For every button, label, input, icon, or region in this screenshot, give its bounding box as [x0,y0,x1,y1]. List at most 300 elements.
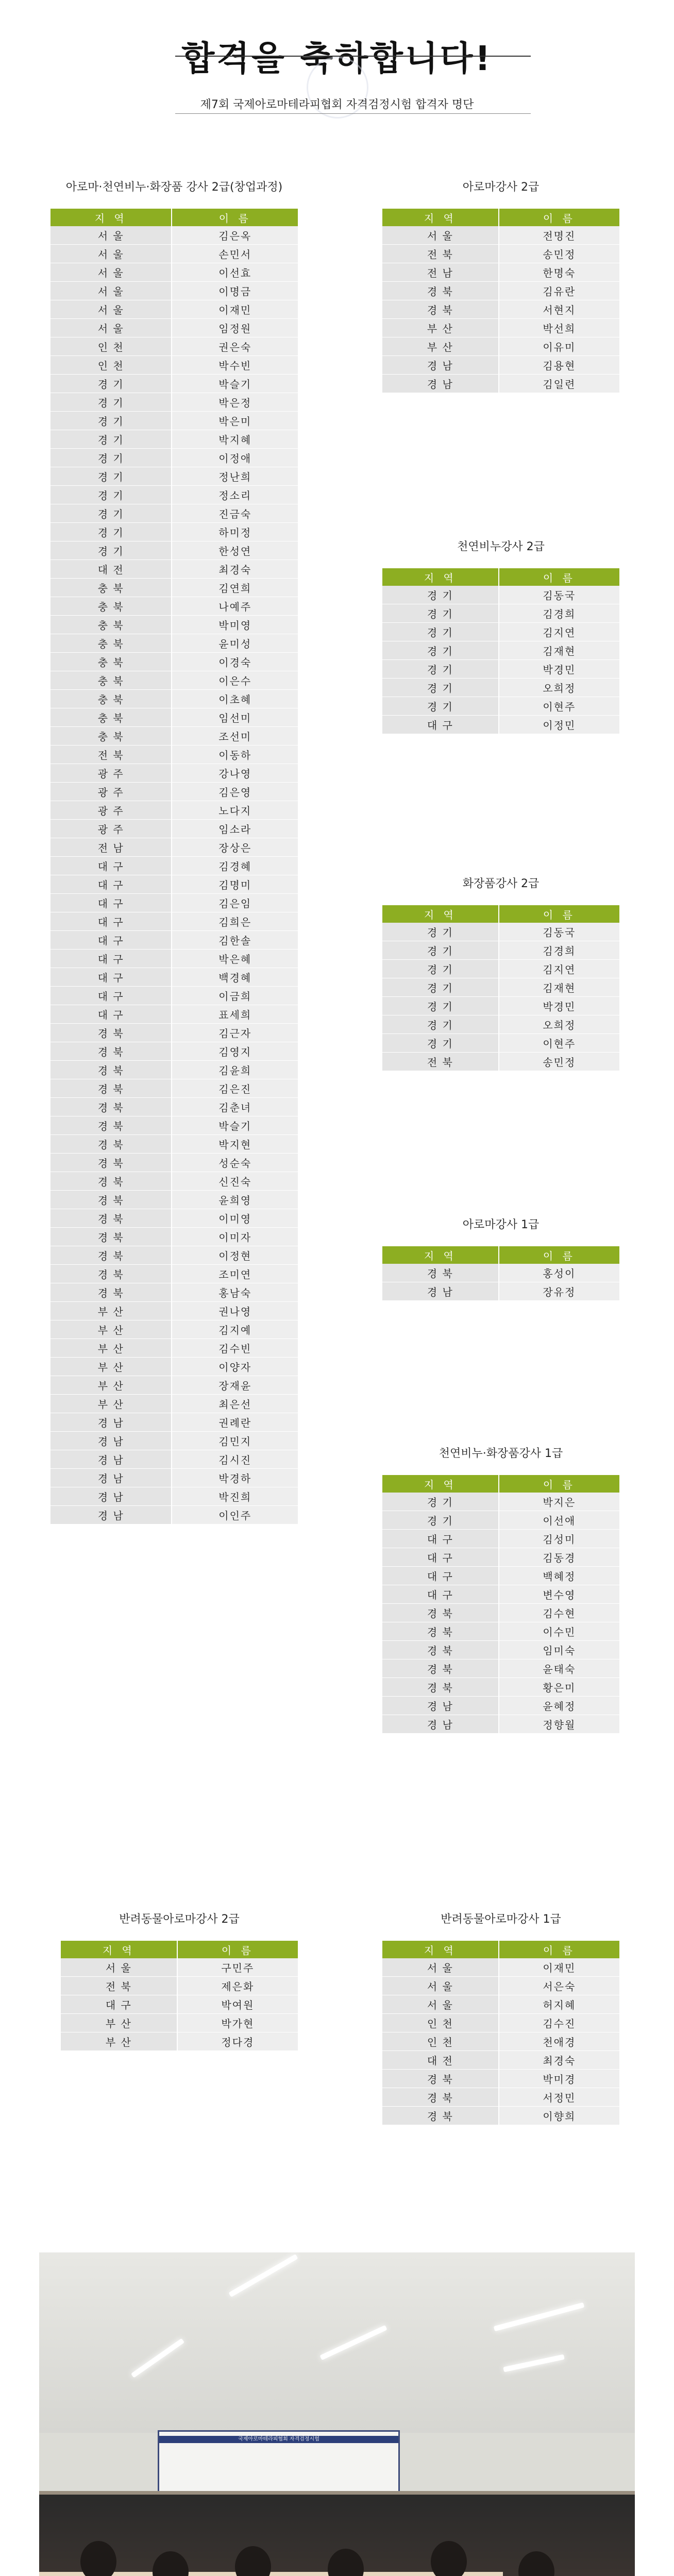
cell-region: 전 북 [382,245,498,263]
cell-region: 충 북 [50,671,171,690]
table-row [61,1995,298,2014]
cell-name: 김용현 [498,356,619,375]
column-header-name: 이 름 [177,1941,298,1958]
cell-region: 대 구 [50,968,171,987]
table-row [61,2014,298,2032]
cell-region: 대 구 [61,1995,177,2014]
table-row [382,2051,619,2070]
cell-name: 박은정 [171,393,298,412]
table-row [382,1530,619,1548]
table-row [50,820,298,838]
table-row [50,1024,298,1042]
cell-region: 대 구 [50,857,171,875]
table-row [382,1034,619,1053]
cell-name: 윤희영 [171,1191,298,1209]
cell-region: 경 기 [382,1015,498,1034]
cell-name: 허지혜 [498,1995,619,2014]
table-row [50,523,298,541]
cell-name: 임선미 [171,708,298,727]
cell-name: 제은화 [177,1977,298,1995]
cell-region: 경 북 [382,1604,498,1622]
cell-region: 경 북 [382,300,498,319]
table-row [50,1450,298,1469]
table-row [382,1622,619,1641]
table-row [50,1432,298,1450]
table-row [50,430,298,449]
cell-name: 이선애 [498,1511,619,1530]
cell-region: 경 기 [382,997,498,1015]
table-row [382,375,619,393]
cell-name: 김은영 [171,783,298,801]
cell-region: 경 기 [50,412,171,430]
table-row [382,1697,619,1715]
cell-region: 인 천 [50,337,171,356]
cell-region: 경 북 [50,1209,171,1228]
table-row [382,1053,619,1071]
cell-region: 경 남 [382,1715,498,1734]
cell-name: 이현주 [498,697,619,716]
table-row [50,560,298,579]
cell-name: 박지혜 [171,430,298,449]
table-row [50,1191,298,1209]
cell-name: 오희정 [498,1015,619,1034]
cell-region: 충 북 [50,597,171,616]
cell-name: 김지연 [498,623,619,641]
cell-name: 김일련 [498,375,619,393]
cell-region: 충 북 [50,690,171,708]
cell-name: 박은혜 [171,950,298,968]
cell-name: 변수영 [498,1585,619,1604]
cell-region: 대 전 [382,2051,498,2070]
table-row [382,1282,619,1301]
cell-region: 경 기 [50,504,171,523]
table-row [50,504,298,523]
table-row [382,586,619,604]
cell-name: 박슬기 [171,375,298,393]
cell-name: 김수진 [498,2014,619,2032]
table-row [382,319,619,337]
cell-name: 권나영 [171,1302,298,1320]
table-row [382,1958,619,1977]
table-row [50,282,298,300]
table-row [50,1283,298,1302]
table-row [50,708,298,727]
column-header-name: 이 름 [498,1475,619,1493]
cell-name: 김지예 [171,1320,298,1339]
table-row [382,1511,619,1530]
table-row [50,1154,298,1172]
cell-name: 강나영 [171,764,298,783]
cell-region: 경 남 [382,375,498,393]
table-row [382,2088,619,2107]
cell-name: 임소라 [171,820,298,838]
cell-name: 이경숙 [171,653,298,671]
cell-name: 박경민 [498,660,619,679]
table-row [50,1042,298,1061]
cell-region: 경 기 [382,660,498,679]
results-table [50,209,298,1524]
table-row [382,978,619,997]
table-block-pet-aroma-1 [382,1910,619,2125]
table-block-soap-2 [382,538,619,734]
cell-name: 이인주 [171,1506,298,1524]
cell-name: 김은임 [171,894,298,912]
column-header-name: 이 름 [498,568,619,586]
column-header-region: 지 역 [50,209,171,226]
cell-region: 대 구 [50,1005,171,1024]
column-header-region: 지 역 [382,568,498,586]
table-row [50,337,298,356]
table-row [382,1678,619,1697]
cell-region: 경 북 [382,2107,498,2125]
cell-name: 구민주 [177,1958,298,1977]
table-header-row [382,209,619,226]
cell-name: 김수빈 [171,1339,298,1358]
table-row [382,1548,619,1567]
cell-name: 오희정 [498,679,619,697]
table-row [382,1604,619,1622]
table-row [50,1302,298,1320]
cell-region: 경 기 [50,467,171,486]
cell-name: 박경하 [171,1469,298,1487]
cell-region: 경 북 [50,1265,171,1283]
cell-region: 부 산 [382,319,498,337]
cell-name: 박진희 [171,1487,298,1506]
table-header-row [382,1941,619,1958]
cell-name: 김경혜 [171,857,298,875]
table-row [50,1135,298,1154]
column-header-name: 이 름 [171,209,298,226]
table-row [382,660,619,679]
cell-region: 대 구 [50,875,171,894]
table-row [382,263,619,282]
table-row [382,2014,619,2032]
table-row [50,950,298,968]
cell-region: 서 울 [382,1977,498,1995]
column-header-region: 지 역 [382,1246,498,1264]
cell-region: 경 남 [50,1450,171,1469]
table-row [50,393,298,412]
cell-region: 경 기 [382,679,498,697]
cell-region: 경 북 [50,1283,171,1302]
cell-name: 김희은 [171,912,298,931]
cell-name: 김연희 [171,579,298,597]
table-row [382,960,619,978]
table-row [50,634,298,653]
cell-name: 이정민 [498,716,619,734]
cell-name: 이미자 [171,1228,298,1246]
table-row [382,923,619,941]
table-row [382,1015,619,1034]
table-row [50,1061,298,1079]
cell-name: 표세희 [171,1005,298,1024]
table-row [382,337,619,356]
cell-region: 경 북 [50,1042,171,1061]
cell-region: 광 주 [50,820,171,838]
column-header-region: 지 역 [61,1941,177,1958]
table-row [50,541,298,560]
cell-name: 이향희 [498,2107,619,2125]
cell-name: 장상은 [171,838,298,857]
table-title: 천연비누강사 2급 [457,540,545,553]
table-row [382,2070,619,2088]
table-row [50,727,298,745]
cell-region: 경 북 [50,1024,171,1042]
table-row [50,1413,298,1432]
cell-region: 경 기 [382,623,498,641]
cell-name: 송민정 [498,245,619,263]
cell-name: 하미정 [171,523,298,541]
cell-region: 경 북 [50,1191,171,1209]
cell-name: 천애경 [498,2032,619,2051]
table-title: 아로마강사 2급 [462,181,540,194]
cell-region: 경 북 [382,2088,498,2107]
table-row [382,1977,619,1995]
cell-name: 김한솔 [171,931,298,950]
table-row [382,1715,619,1734]
cell-name: 김시진 [171,1450,298,1469]
cell-region: 경 기 [382,978,498,997]
cell-region: 전 북 [382,1053,498,1071]
cell-name: 이금희 [171,987,298,1005]
cell-region: 경 북 [50,1154,171,1172]
cell-name: 홍성이 [498,1264,619,1282]
cell-name: 한명숙 [498,263,619,282]
cell-region: 서 울 [382,226,498,245]
cell-name: 권례란 [171,1413,298,1432]
cell-region: 서 울 [50,282,171,300]
results-table [382,568,619,734]
table-row [382,356,619,375]
cell-region: 경 북 [382,1678,498,1697]
table-row [382,604,619,623]
cell-name: 윤태숙 [498,1659,619,1678]
cell-name: 백경혜 [171,968,298,987]
table-row [50,801,298,820]
cell-name: 조선미 [171,727,298,745]
table-row [50,1098,298,1116]
cell-region: 경 기 [50,393,171,412]
cell-region: 충 북 [50,727,171,745]
table-row [50,1079,298,1098]
cell-name: 박미경 [498,2070,619,2088]
cell-name: 김지연 [498,960,619,978]
cell-region: 전 남 [50,838,171,857]
table-row [61,1977,298,1995]
table-title: 반려동물아로마강사 2급 [119,1913,240,1926]
table-title: 천연비누·화장품강사 1급 [439,1447,563,1460]
table-row [50,226,298,245]
table-row [50,356,298,375]
table-title: 반려동물아로마강사 1급 [441,1913,561,1926]
column-header-region: 지 역 [382,1941,498,1958]
cell-region: 서 울 [50,263,171,282]
cell-region: 경 기 [382,586,498,604]
cell-name: 이수민 [498,1622,619,1641]
cell-region: 경 기 [382,604,498,623]
table-row [50,1469,298,1487]
cell-name: 최은선 [171,1395,298,1413]
table-header-row [382,568,619,586]
cell-region: 경 북 [50,1172,171,1191]
table-title: 화장품강사 2급 [462,877,540,890]
table-header-row [50,209,298,226]
cell-region: 부 산 [50,1358,171,1376]
cell-name: 김재현 [498,641,619,660]
table-block-pet-aroma-2 [61,1910,298,2051]
cell-region: 경 기 [50,430,171,449]
cell-region: 경 기 [382,1493,498,1511]
cell-name: 김경희 [498,604,619,623]
cell-region: 대 구 [382,1567,498,1585]
cell-name: 김동국 [498,586,619,604]
cell-name: 최경숙 [498,2051,619,2070]
cell-name: 김성미 [498,1530,619,1548]
table-row [61,1958,298,1977]
table-row [382,226,619,245]
column-header-region: 지 역 [382,209,498,226]
column-header-name: 이 름 [498,1246,619,1264]
results-table [382,1941,619,2125]
cell-name: 성순숙 [171,1154,298,1172]
table-row [382,716,619,734]
cell-region: 경 기 [382,960,498,978]
cell-name: 이양자 [171,1358,298,1376]
table-row [50,1116,298,1135]
table-row [50,1320,298,1339]
cell-name: 노다지 [171,801,298,820]
cell-region: 경 북 [382,282,498,300]
cell-region: 부 산 [382,337,498,356]
cell-region: 부 산 [61,2014,177,2032]
cell-region: 경 기 [382,923,498,941]
table-row [382,2107,619,2125]
cell-name: 이현주 [498,1034,619,1053]
table-row [50,300,298,319]
table-row [50,1358,298,1376]
results-table [382,905,619,1071]
page-subtitle: 제7회 국제아로마테라피협회 자격검정시험 합격자 명단 [200,98,474,111]
table-row [50,1172,298,1191]
cell-name: 김은옥 [171,226,298,245]
table-row [50,1246,298,1265]
title-divider [175,56,531,57]
cell-region: 서 울 [382,1958,498,1977]
cell-name: 권은숙 [171,337,298,356]
table-row [382,941,619,960]
cell-name: 이은수 [171,671,298,690]
table-row [50,1487,298,1506]
cell-name: 서현지 [498,300,619,319]
cell-name: 이정애 [171,449,298,467]
cell-region: 경 기 [50,375,171,393]
cell-name: 김재현 [498,978,619,997]
table-row [50,745,298,764]
cell-region: 부 산 [50,1339,171,1358]
cell-region: 경 남 [382,1282,498,1301]
table-header-row [61,1941,298,1958]
table-row [382,1493,619,1511]
cell-name: 이동하 [171,745,298,764]
cell-region: 경 북 [50,1246,171,1265]
cell-region: 경 북 [50,1079,171,1098]
cell-region: 서 울 [50,245,171,263]
table-row [50,1265,298,1283]
cell-region: 서 울 [50,300,171,319]
cell-name: 박지현 [171,1135,298,1154]
table-row [50,857,298,875]
cell-region: 부 산 [61,2032,177,2051]
cell-name: 홍남숙 [171,1283,298,1302]
table-header-row [382,905,619,923]
column-header-name: 이 름 [498,1941,619,1958]
cell-name: 박슬기 [171,1116,298,1135]
table-row [50,875,298,894]
cell-name: 김은진 [171,1079,298,1098]
table-row [50,912,298,931]
cell-name: 임미숙 [498,1641,619,1659]
cell-name: 박선희 [498,319,619,337]
table-header-row [382,1246,619,1264]
cell-name: 윤혜정 [498,1697,619,1715]
table-row [382,697,619,716]
cell-region: 서 울 [50,226,171,245]
column-header-name: 이 름 [498,905,619,923]
table-row [382,1264,619,1282]
cell-name: 김유란 [498,282,619,300]
cell-name: 박여원 [177,1995,298,2014]
cell-region: 경 남 [50,1487,171,1506]
table-row [50,597,298,616]
cell-name: 이재민 [498,1958,619,1977]
cell-name: 최경숙 [171,560,298,579]
table-row [50,968,298,987]
table-row [50,1339,298,1358]
cell-name: 진금숙 [171,504,298,523]
table-block-cosmetics-2 [382,875,619,1071]
cell-name: 한성연 [171,541,298,560]
table-row [50,1506,298,1524]
table-row [382,282,619,300]
cell-name: 임정원 [171,319,298,337]
table-row [50,931,298,950]
cell-region: 대 구 [50,894,171,912]
cell-region: 광 주 [50,764,171,783]
cell-region: 충 북 [50,708,171,727]
table-header-row [382,1475,619,1493]
cell-name: 정소리 [171,486,298,504]
table-row [382,623,619,641]
table-row [50,1209,298,1228]
cell-region: 경 남 [382,356,498,375]
cell-region: 전 북 [61,1977,177,1995]
cell-name: 백혜정 [498,1567,619,1585]
screen-caption: 국제아로마테라피협회 자격검정시험 [238,2436,319,2442]
table-row [50,690,298,708]
cell-name: 박경민 [498,997,619,1015]
cell-name: 박가현 [177,2014,298,2032]
table-row [50,1228,298,1246]
table-row [50,671,298,690]
cell-name: 정난희 [171,467,298,486]
cell-name: 박지은 [498,1493,619,1511]
column-header-region: 지 역 [382,1475,498,1493]
cell-name: 김민지 [171,1432,298,1450]
cell-region: 경 기 [382,1511,498,1530]
cell-name: 박수빈 [171,356,298,375]
table-row [50,263,298,282]
table-row [50,245,298,263]
